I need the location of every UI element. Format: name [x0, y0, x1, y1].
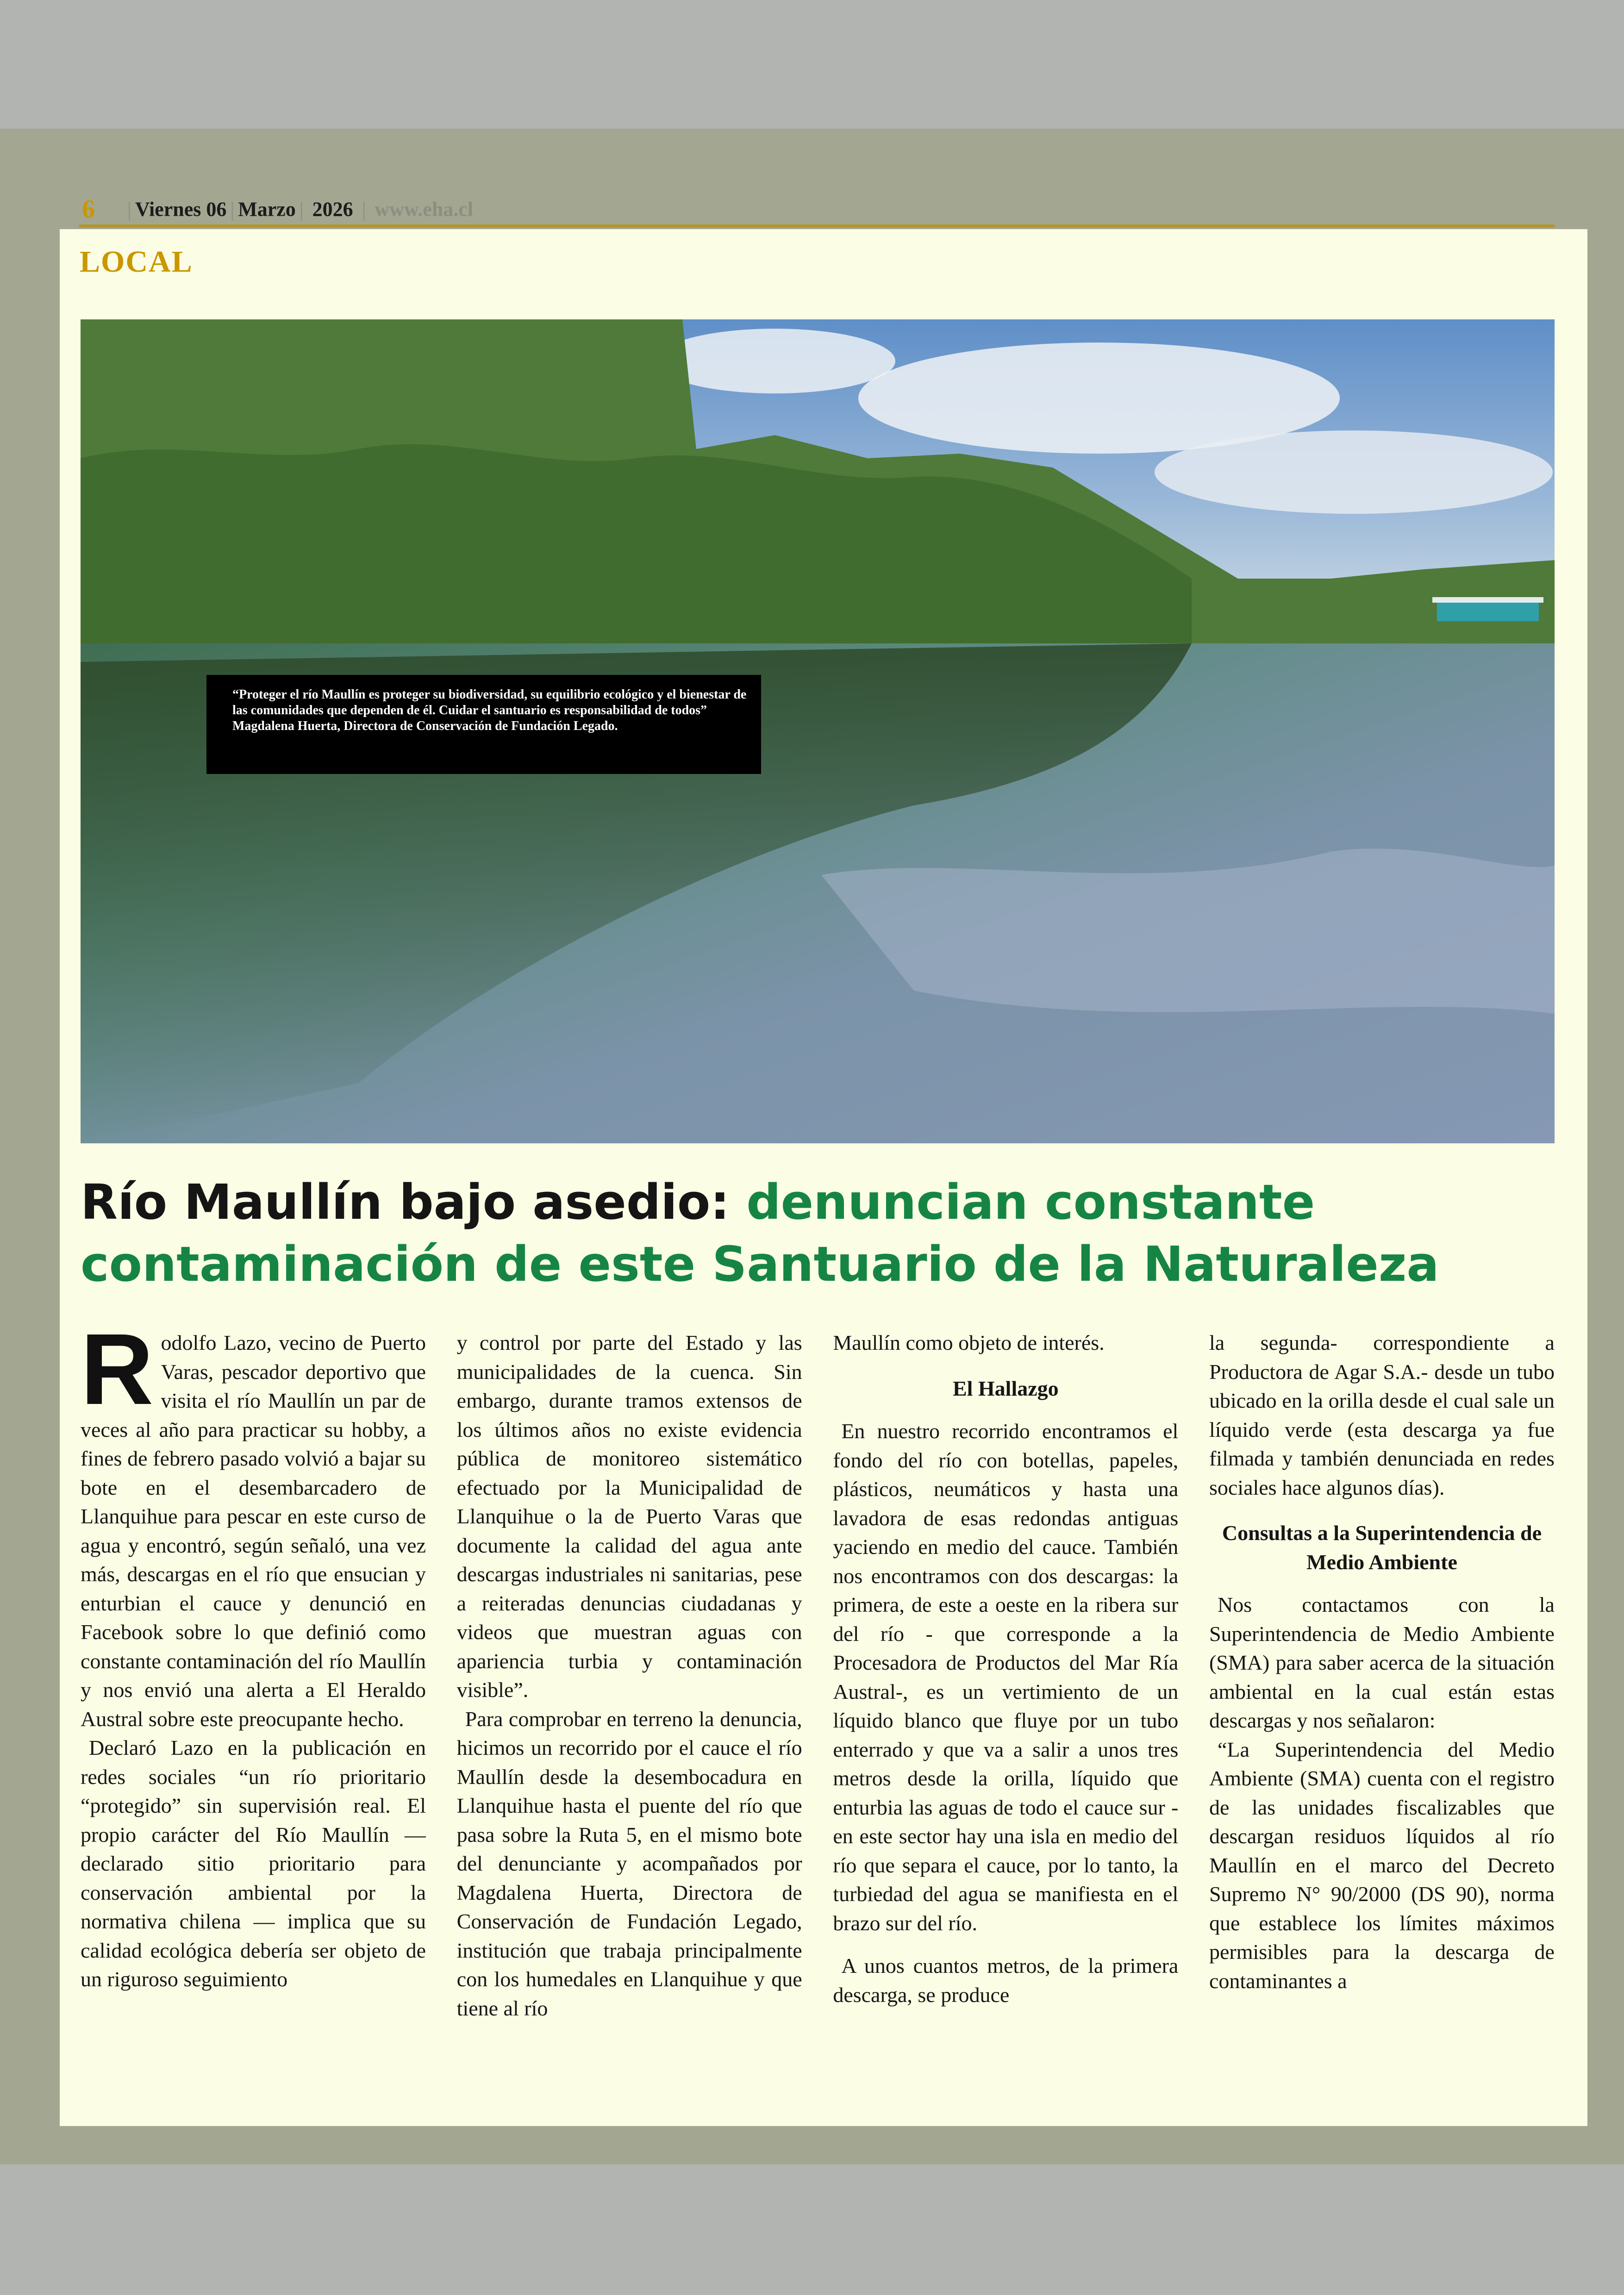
paragraph: la segunda- correspondiente a Productora de Agar S.A.- desde un tubo ubicado en la orilla desde el cual sale un líquido verde (esta descarga ya fue filmada y también denunciada en redes sociales hace algunos días). [1209, 1331, 1555, 1499]
separator: | [299, 198, 304, 221]
paragraph: A unos cuantos metros, de la primera descarga, se produce [833, 1954, 1179, 2007]
article-column-1 [81, 1328, 426, 2088]
paragraph: Declaró Lazo en la publicación en redes sociales “un río prioritario “protegido” sin supervisión real. El propio carácter del Río Maullín — declarado sitio prioritario para conservación ambiental por la normativa chilena — implica que su calidad ecológica debería ser objeto de un riguroso seguimiento [81, 1736, 426, 1991]
river-photo [81, 319, 1555, 1143]
separator: | [230, 198, 235, 221]
article-column-4 [1209, 1328, 1555, 2088]
paragraph: y control por parte del Estado y las municipalidades de la cuenca. Sin embargo, durante tramos extensos de los últimos años no existe evidencia pública de monitoreo sistemático efectuado por la Municipalidad de Llanquihue o la de Puerto Varas que documente la calidad del agua ante descargas industriales ni sanitarias, pese a reiteradas denuncias ciudadanas y videos que muestran aguas con apariencia turbia y contaminación visible”. [456, 1331, 802, 1702]
boat [1437, 603, 1539, 621]
cloud-reflection [821, 848, 1555, 1014]
page-number: 6 [82, 195, 95, 224]
paragraph: Maullín como objeto de interés. [833, 1331, 1105, 1354]
article-column-3 [833, 1328, 1178, 2088]
cloud [655, 329, 895, 393]
headline-part1: Río Maullín bajo asedio: [81, 1174, 730, 1230]
article-column-2 [457, 1328, 802, 2088]
separator: | [127, 198, 131, 221]
separator: | [362, 198, 366, 221]
dateline [82, 194, 473, 222]
paragraph: Para comprobar en terreno la denuncia, hicimos un recorrido por el cauce el río Maullín desde la desembocadura en Llanquihue hasta el puente del río que pasa sobre la Ruta 5, en el mismo bote del denunciante y acompañados por Magdalena Huerta, Directora de Conservación de Fundación Legado, institución que trabaja principalmente con los humedales en Llanquihue y que tiene al río [456, 1707, 802, 2020]
headline-part2: denuncian constante contaminación de este Santuario de la Naturaleza [81, 1174, 1439, 1292]
cloud [1155, 430, 1553, 514]
paragraph: odolfo Lazo, vecino de Puerto Varas, pescador deportivo que visita el río Maullín un par de veces al año para practicar su hobby, a fines de febrero pasado volvió a bajar su bote en el desembarcadero de Llanquihue para pescar en este curso de agua y encontró, según señaló, una vez más, descargas en el río que ensucian y enturbian el cauce y denunció en Facebook sobre lo que definió como constante contaminación del río Maullín y nos envió una alerta a El Heraldo Austral sobre este preocupante hecho. [81, 1331, 426, 1731]
subheading: Consultas a la Superintendencia de Medio Ambiente [1222, 1521, 1542, 1574]
date-day: Viernes 06 [135, 198, 227, 221]
dropcap: R [81, 1328, 154, 1426]
date-month: Marzo [238, 198, 296, 221]
paragraph: “La Superintendencia del Medio Ambiente (SMA) cuenta con el registro de las unidades fiscalizables que descargan residuos líquidos al río Maullín en el marco del Decreto Supremo N° 90/2000 (DS 90), norma que establece los límites máximos permisibles para la descarga de contaminantes a [1209, 1737, 1555, 1993]
article-body [81, 1328, 1555, 2088]
website-link[interactable]: www.eha.cl [375, 198, 474, 221]
header-rule [79, 225, 1555, 227]
section-label: LOCAL [80, 245, 193, 279]
subheading: El Hallazgo [952, 1376, 1059, 1400]
paragraph: En nuestro recorrido encontramos el fondo del río con botellas, papeles, plásticos, neumáticos y hasta una lavadora de esas redondas antiguas yaciendo en medio del cauce. También nos encontramos con dos descargas: la primera, de este a oeste en la ribera sur del río - que corresponde a la Procesadora de Productos del Mar Ría Austral-, es un vertimiento de un líquido blanco que fluye por un tubo enterrado y que va a salir a unos tres metros desde la orilla, líquido que enturbia las aguas de todo el cauce sur - en este sector hay una isla en medio del río que separa el cauce, por lo tanto, la turbiedad del agua se manifiesta en el brazo sur del río. [833, 1419, 1179, 1935]
article-headline [81, 1171, 1555, 1295]
date-year: 2026 [312, 198, 353, 221]
boat-roof [1432, 597, 1543, 603]
paragraph: Nos contactamos con la Superintendencia de Medio Ambiente (SMA) para saber acerca de la situación ambiental en la cual están estas descargas y nos señalaron: [1209, 1593, 1555, 1732]
photo-caption: “Proteger el río Maullín es proteger su biodiversidad, su equilibrio ecológico y el bienestar de las comunidades que dependen de él. Cuidar el santuario es responsabilidad de todos” Magdalena Huerta, Directora de Conservación de Fundación Legado. [206, 675, 761, 774]
